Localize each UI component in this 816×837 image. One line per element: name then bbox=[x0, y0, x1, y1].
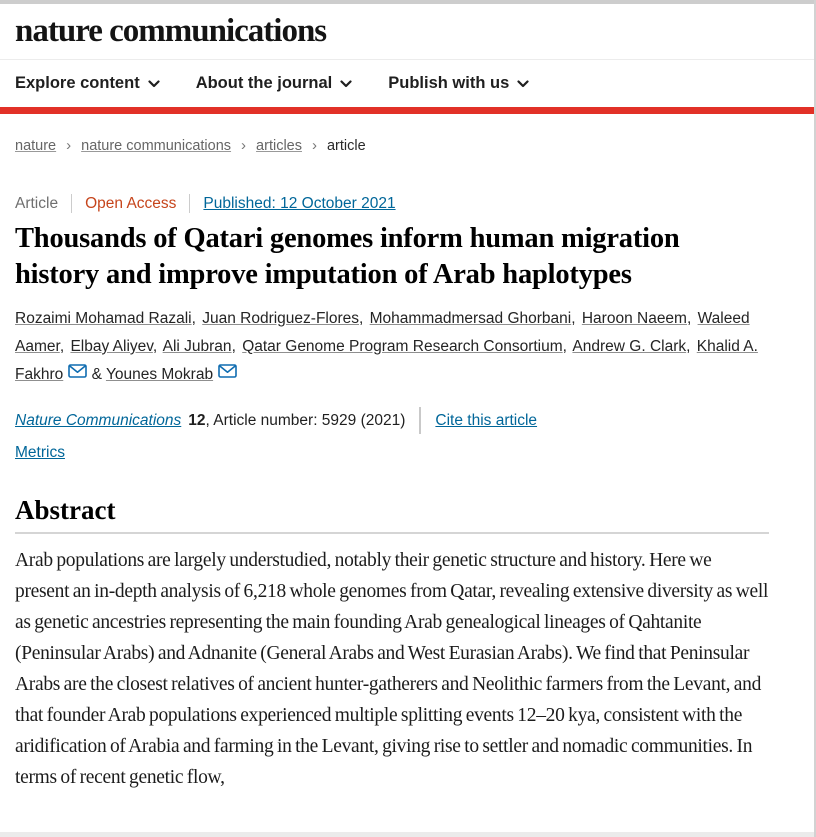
author-separator: , bbox=[562, 338, 567, 355]
abstract-text: Arab populations are largely understudied, notably their genetic structure and history. Here we present an in-depth analysis of 6,218 whole genomes from Qatar, revealing extensive diversity as well as genetic ancestries representing the main founding Arab genealogical lineages of Qahtanite (Peninsular Arabs) and Adnanite (General Arabs and West Eurasian Arabs). We find that Peninsular Arabs are the closest relatives of ancient hunter-gatherers and Neolithic farmers from the Levant, and that founder Arab populations experienced multiple splitting events 12–20 kya, consistent with the aridification of Arabia and farming in the Levant, giving rise to settler and nomadic communities. In terms of recent genetic flow, bbox=[15, 550, 769, 788]
breadcrumb-nature[interactable]: nature bbox=[15, 137, 57, 154]
breadcrumb bbox=[15, 137, 769, 154]
author-link[interactable]: Waleed Aamer bbox=[15, 310, 750, 355]
article-main bbox=[0, 137, 784, 793]
author-link[interactable]: Younes Mokrab bbox=[105, 366, 214, 383]
chevron-down-icon bbox=[517, 80, 529, 88]
citation-divider bbox=[419, 407, 421, 434]
author-last-separator: & bbox=[91, 366, 102, 383]
author-link[interactable]: Haroon Naeem bbox=[581, 310, 687, 327]
nav-about-the-journal-label: About the journal bbox=[195, 74, 333, 92]
volume-number: 12 bbox=[188, 411, 206, 429]
abstract-divider bbox=[15, 532, 769, 534]
abstract-heading: Abstract bbox=[15, 495, 116, 525]
breadcrumb-articles[interactable]: articles bbox=[256, 137, 302, 154]
chevron-down-icon bbox=[148, 80, 160, 88]
journal-link[interactable]: Nature Communications bbox=[15, 411, 182, 429]
breadcrumb-separator-icon: › bbox=[241, 137, 247, 154]
article-title: Thousands of Qatari genomes inform human migration history and improve imputation of Arab haplotypes bbox=[15, 223, 680, 290]
author-separator: , bbox=[231, 338, 236, 355]
metrics-row bbox=[15, 443, 769, 463]
cite-this-article-link[interactable]: Cite this article bbox=[435, 411, 538, 429]
journal-masthead bbox=[0, 4, 816, 60]
author-link[interactable]: Rozaimi Mohamad Razali bbox=[15, 310, 192, 327]
author-link[interactable]: Khalid A. Fakhro bbox=[15, 338, 758, 383]
citation-row bbox=[15, 407, 769, 434]
author-separator: , bbox=[59, 338, 65, 355]
author-separator: , bbox=[686, 338, 691, 355]
journal-logo[interactable]: nature communications bbox=[15, 13, 327, 49]
envelope-icon[interactable] bbox=[218, 364, 237, 378]
author-separator: , bbox=[686, 310, 692, 327]
article-meta-row bbox=[15, 194, 769, 213]
nav-publish-with-us[interactable] bbox=[388, 74, 529, 93]
meta-divider bbox=[71, 194, 72, 213]
breadcrumb-separator-icon: › bbox=[66, 137, 72, 154]
article-type-label: Article bbox=[15, 194, 59, 212]
citation-detail: , Article number: 5929 (2021) bbox=[205, 411, 406, 429]
published-date-link[interactable]: Published: 12 October 2021 bbox=[203, 194, 396, 212]
meta-divider bbox=[189, 194, 190, 213]
nav-explore-content-label: Explore content bbox=[15, 74, 140, 92]
author-list bbox=[15, 305, 767, 389]
nav-explore-content[interactable] bbox=[15, 74, 160, 93]
author-separator: , bbox=[359, 310, 364, 327]
author-link[interactable]: Ali Jubran bbox=[162, 338, 232, 355]
breadcrumb-current-article: article bbox=[326, 137, 366, 154]
breadcrumb-nature-communications[interactable]: nature communications bbox=[81, 137, 232, 154]
abstract-section bbox=[15, 493, 769, 793]
nav-about-the-journal[interactable] bbox=[196, 74, 353, 93]
next-section-edge bbox=[0, 832, 816, 837]
author-link[interactable]: Juan Rodriguez-Flores bbox=[202, 310, 360, 327]
author-separator: , bbox=[571, 310, 576, 327]
nav-publish-with-us-label: Publish with us bbox=[388, 74, 510, 92]
breadcrumb-separator-icon: › bbox=[311, 137, 317, 154]
metrics-link[interactable]: Metrics bbox=[15, 444, 65, 461]
brand-accent-bar bbox=[0, 107, 816, 114]
chevron-down-icon bbox=[340, 80, 352, 88]
author-link[interactable]: Andrew G. Clark bbox=[572, 338, 687, 355]
open-access-badge: Open Access bbox=[85, 194, 177, 212]
primary-nav bbox=[0, 60, 816, 107]
author-link[interactable]: Qatar Genome Program Research Consortium bbox=[242, 338, 563, 355]
author-separator: , bbox=[152, 338, 158, 355]
envelope-icon[interactable] bbox=[68, 364, 87, 378]
author-separator: , bbox=[191, 310, 196, 327]
author-link[interactable]: Mohammadmersad Ghorbani bbox=[369, 310, 572, 327]
author-link[interactable]: Elbay Aliyev bbox=[70, 338, 153, 355]
